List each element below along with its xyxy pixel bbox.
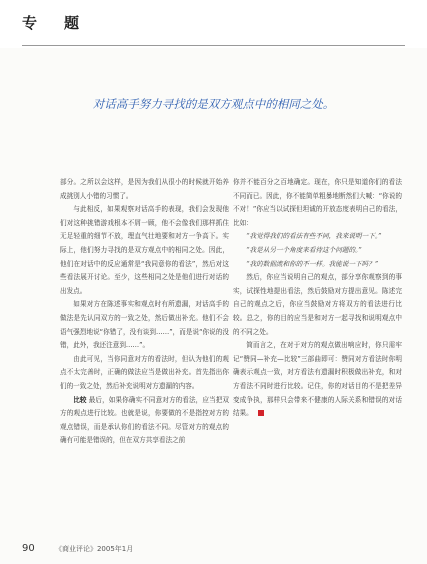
paragraph — [233, 339, 402, 421]
journal-citation: 《商业评论》2005年1月 — [54, 545, 134, 553]
header-divider — [22, 45, 405, 46]
subheading-compare: 比较 — [73, 395, 87, 404]
paragraph: 如果对方在陈述事实和观点时有所遗漏，对话高手的做法是先认同双方的一致之处，然后做出补充。他们不会语气强烈地说“你错了，没有谈到……”，而是说“你说的没错，此外，我还注意到……”。 — [60, 300, 229, 350]
paragraph: 由此可见，当你同意对方的看法时，但认为他们的观点不太完善时，正确的做法应当是做出补充。首先指出你们的一致之处，然后补充说明对方遗漏的内容。 — [60, 354, 229, 390]
example-quote: “我觉得我们的看法有些不同，我来说明一下。” — [246, 232, 382, 241]
footer — [22, 543, 133, 554]
paragraph: 部分。之所以会这样，是因为我们从很小的时候就开始养成挑别人小错的习惯了。 — [60, 178, 229, 200]
left-column — [60, 176, 229, 448]
example-quote: “我的数据流和你的不一样。我能说一下吗？” — [246, 259, 379, 268]
paragraph — [60, 394, 229, 448]
end-mark-icon — [258, 410, 264, 416]
paragraph: 然后，你应当说明自己的观点，部分享你观察到的事实，试探性地提出看法，然后鼓励对方提出意见。陈述完自己的观点之后，你应当鼓励对方将双方的看法进行比较。总之，你的目的应当是和对方一起寻找和说明观点中的不同之处。 — [233, 273, 402, 336]
paragraph-text: 最后，如果你确实不同意对方的看法，应当把双方的观点进行比较。也就是说，你要做的不是指控对方的观点错误，而是承认你们的看法不同。尽管对方的观点的确有可能是错误的，但在双方共享看法之前 — [60, 395, 229, 445]
right-column — [233, 176, 402, 421]
section-title: 专 题 — [22, 14, 86, 32]
pull-quote: 对话高手努力寻找的是双方观点中的相同之处。 — [92, 97, 335, 111]
example-quote: “我是从另一个角度来看待这个问题的。” — [246, 245, 362, 254]
paragraph-text: 简而言之，在对于对方的观点做出响应时，你只需牢记“赞同—补充—比较”三部曲即可：赞同对方看法时你明确表示观点一致，对方看法有遗漏时积极做出补充，和对方看法不同时进行比较。记住，你的对话目的不是把差异变成争执，那样只会带来不健康的人际关系和错误的对话结果。 — [233, 341, 402, 418]
page-number: 90 — [22, 543, 35, 554]
paragraph: 与此相反，如果观察对话高手的表现，我们会发现他们对这种挑错游戏根本不屑一顾，他不会像我们那样抓住无足轻重的细节不放，理直气壮地要和对方一争高下。实际上，他们努力寻找的是双方观点中的相同之处。因此，他们在对话中的反应通常是“我同意你的看法”，然后对这些看法展开讨论。至少，这些相同之处是他们进行对话的出发点。 — [60, 205, 229, 295]
paragraph: 你并不能百分之百地确定。现在，你只是知道你们的看法不同而已。因此，你不能简单粗暴地断然们大喊：“你说的不对！”你应当以试探但坦诚的开放态度表明自己的看法，比如： — [233, 178, 402, 227]
